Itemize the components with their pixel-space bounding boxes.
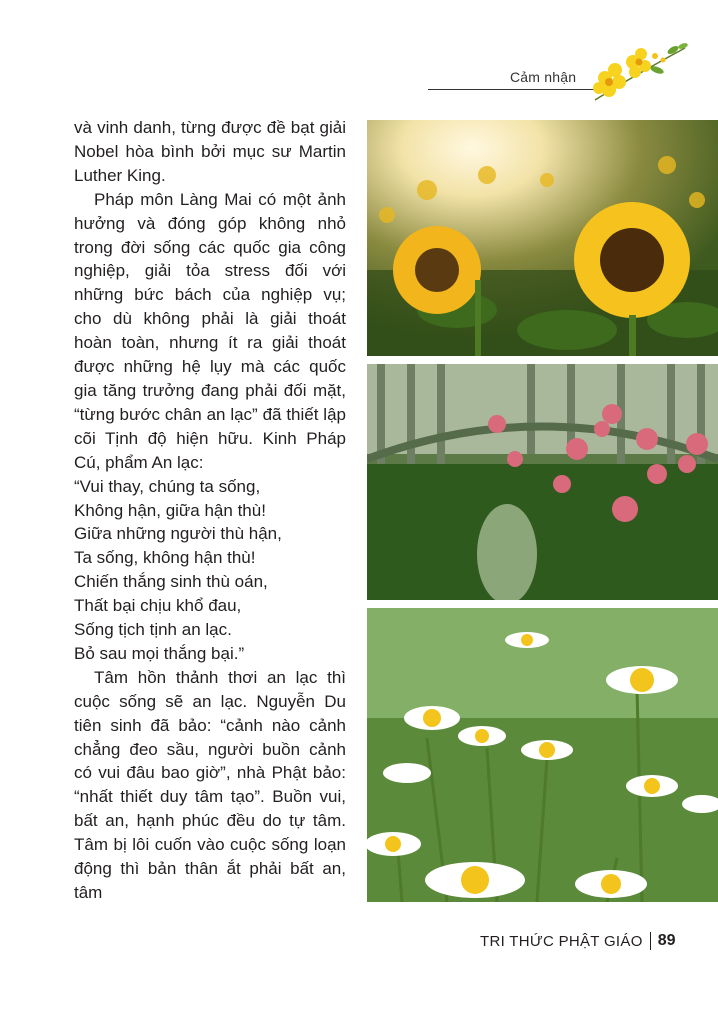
poem-line: Ta sống, không hận thù! (74, 548, 256, 568)
paragraph: và vinh danh, từng được đề bạt giải Nobel hòa bình bởi mục sư Martin Luther King. (74, 118, 346, 185)
section-label: Cảm nhận (510, 69, 577, 85)
rose-trellis-photo (367, 364, 718, 600)
sunflower-field-photo (367, 120, 718, 356)
poem (74, 475, 346, 666)
header-rule (428, 89, 598, 90)
page-number: 89 (657, 932, 676, 949)
poem-line: Không hận, giữa hận thù! (74, 500, 266, 520)
poem-line: Giữa những người thù hận, (74, 524, 282, 544)
poem-line: “Vui thay, chúng ta sống, (74, 476, 261, 496)
daisy-field-photo (367, 608, 718, 902)
footer-divider (650, 932, 651, 950)
poem-line: Chiến thắng sinh thù oán, (74, 572, 268, 592)
poem-line: Sống tịch tịnh an lạc. (74, 620, 232, 640)
yellow-flower-branch-icon (585, 40, 690, 110)
magazine-name: TRI THỨC PHẬT GIÁO (480, 932, 643, 950)
article-body (74, 116, 346, 905)
poem-line: Thất bại chịu khổ đau, (74, 596, 242, 616)
paragraph: Pháp môn Làng Mai có một ảnh hưởng và đóng góp không nhỏ trong đời sống các quốc gia công nghiệp, giải tỏa stress đối với những bức bách của nghiệp vụ; cho dù không phải là giải thoát hoàn toàn, nhưng ít ra giải thoát được những hệ lụy mà các quốc gia tăng trưởng đang phải đối mặt, “từng bước chân an lạc” đã thiết lập cõi Tịnh độ hiện hữu. Kinh Pháp Cú, phẩm An lạc: (74, 189, 346, 472)
page-footer (480, 932, 675, 950)
paragraph: Tâm hồn thảnh thơi an lạc thì cuộc sống sẽ an lạc. Nguyễn Du tiên sinh đã bảo: “cảnh nào cảnh chẳng đeo sầu, người buồn cảnh có vui đâu bao giờ”, nhà Phật bảo: “nhất thiết duy tâm tạo”. Buồn vui, bất an, hạnh phúc đều do tự tâm. Tâm bị lôi cuốn vào cuộc sống loạn động thì bản thân ắt phải bất an, tâm (74, 667, 346, 902)
poem-line: Bỏ sau mọi thắng bại.” (74, 643, 245, 663)
